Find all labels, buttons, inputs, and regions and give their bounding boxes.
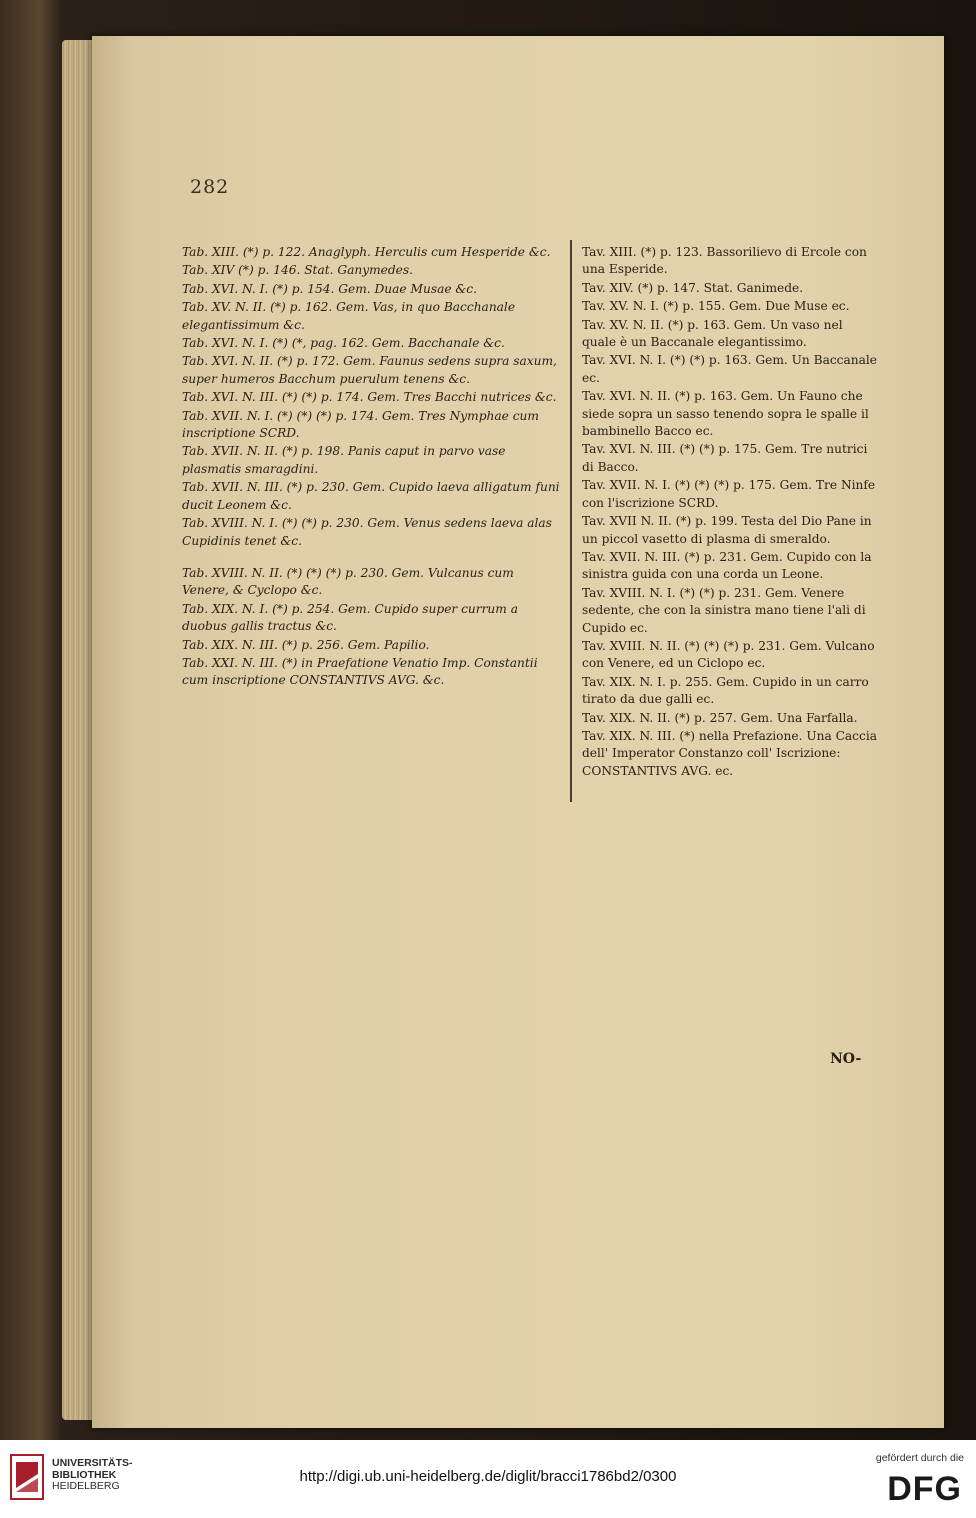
italian-entry: Tav. XVI. N. I. (*) (*) p. 163. Gem. Un Baccanale ec.	[582, 353, 877, 385]
dfg-logo[interactable]: DFG	[887, 1470, 962, 1508]
italian-entry: Tav. XVII N. II. (*) p. 199. Testa del Dio Pane in un piccol vasetto di plasma di smeraldo.	[582, 514, 872, 546]
italian-entry: Tav. XVII. N. I. (*) (*) (*) p. 175. Gem. Tre Ninfe con l'iscrizione SCRD.	[582, 478, 876, 510]
italian-entry: Tav. XIX. N. I. p. 255. Gem. Cupido in un carro tirato da due galli ec.	[582, 674, 869, 707]
italian-entry: Tav. XVIII. N. I. (*) (*) p. 231. Gem. Venere sedente, che con la sinistra mano tiene l'ali di Cupido ec.	[582, 585, 866, 635]
italian-entry: Tav. XIX. N. II. (*) p. 257. Gem. Una Farfalla.	[582, 710, 858, 725]
italian-column	[582, 244, 878, 780]
italian-entry: Tav. XVI. N. III. (*) (*) p. 175. Gem. Tre nutrici di Bacco.	[582, 442, 868, 474]
latin-entry: Tab. XVI. N. I. (*) p. 154. Gem. Duae Musae &c.	[182, 281, 477, 296]
italian-entry: Tav. XIII. (*) p. 123. Bassorilievo di Ercole con una Esperide.	[582, 245, 867, 277]
italian-entry: Tav. XV. N. I. (*) p. 155. Gem. Due Muse ec.	[582, 299, 850, 314]
latin-column	[182, 244, 562, 690]
library-line-2: BIBLIOTHEK	[52, 1468, 117, 1481]
latin-entry: Tab. XIX. N. III. (*) p. 256. Gem. Papilio.	[182, 637, 430, 652]
latin-entry: Tab. XIV (*) p. 146. Stat. Ganymedes.	[182, 263, 414, 278]
latin-entry: Tab. XIX. N. I. (*) p. 254. Gem. Cupido super currum a duobus gallis tractus &c.	[182, 601, 518, 634]
italian-entry: Tav. XIX. N. III. (*) nella Prefazione. Una Caccia dell' Imperator Constanzo coll' Iscrizione: CONSTANTIVS AVG. ec.	[582, 728, 877, 778]
italian-entry: Tav. XV. N. II. (*) p. 163. Gem. Un vaso nel quale è un Baccanale elegantissimo.	[582, 317, 843, 350]
italian-entry: Tav. XVIII. N. II. (*) (*) (*) p. 231. Gem. Vulcano con Venere, ed un Ciclopo ec.	[582, 638, 875, 671]
library-line-1: UNIVERSITÄTS-	[52, 1457, 133, 1469]
library-line-3: HEIDELBERG	[52, 1480, 120, 1492]
latin-entry: Tab. XVIII. N. II. (*) (*) (*) p. 230. Gem. Vulcanus cum Venere, & Cyclopo &c.	[182, 565, 514, 598]
page-number: 282	[190, 176, 230, 198]
latin-entry: Tab. XXI. N. III. (*) in Praefatione Venatio Imp. Constantii cum inscriptione CONSTANTIVS AVG. &c.	[182, 655, 538, 688]
viewer-footer	[0, 1440, 976, 1518]
column-divider	[570, 240, 572, 802]
catchword: NO-	[830, 1051, 862, 1067]
italian-entry: Tav. XIV. (*) p. 147. Stat. Ganimede.	[582, 280, 804, 295]
latin-entry: Tab. XVII. N. III. (*) p. 230. Gem. Cupido laeva alligatum funi ducit Leonem &c.	[182, 480, 560, 512]
italian-entry: Tav. XVI. N. II. (*) p. 163. Gem. Un Fauno che siede sopra un sasso tenendo sopra le spalle il bambinello Bacco ec.	[582, 389, 869, 439]
latin-entry: Tab. XVI. N. I. (*) (*, pag. 162. Gem. Bacchanale &c.	[182, 336, 505, 351]
latin-entry: Tab. XIII. (*) p. 122. Anaglyph. Herculis cum Hesperide &c.	[182, 245, 551, 259]
latin-entry: Tab. XVIII. N. I. (*) (*) p. 230. Gem. Venus sedens laeva alas Cupidinis tenet &c.	[182, 516, 552, 548]
permalink-url[interactable]: http://digi.ub.uni-heidelberg.de/diglit/bracci1786bd2/0300	[299, 1468, 677, 1485]
latin-entry: Tab. XVI. N. III. (*) (*) p. 174. Gem. Tres Bacchi nutrices &c.	[182, 390, 557, 405]
latin-entry: Tab. XVII. N. I. (*) (*) (*) p. 174. Gem. Tres Nymphae cum inscriptione SCRD.	[182, 408, 539, 441]
latin-entry: Tab. XVI. N. II. (*) p. 172. Gem. Faunus sedens supra saxum, super humeros Bacchum puerulum tenens &c.	[182, 354, 557, 386]
latin-entry: Tab. XVII. N. II. (*) p. 198. Panis caput in parvo vase plasmatis smaragdini.	[182, 444, 506, 476]
latin-entry: Tab. XV. N. II. (*) p. 162. Gem. Vas, in quo Bacchanale elegantissimum &c.	[182, 300, 516, 332]
book-page-edges	[62, 40, 92, 1420]
funding-text: gefördert durch die	[875, 1452, 964, 1464]
italian-entry: Tav. XVII. N. III. (*) p. 231. Gem. Cupido con la sinistra guida con una corda un Leone.	[582, 549, 872, 582]
